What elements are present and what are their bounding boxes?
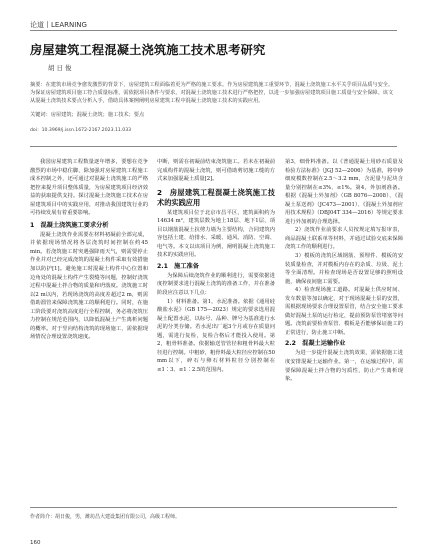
- item-3-paragraph: 3）模板的浇筑区域钢筋、预埋件、模板的安装质量检查，并对模板内存在的杂质、垃圾、泥土等全面清理。并检查现场是否设置足够的照明设施，确保夜间施工需要。: [285, 253, 403, 285]
- column-1: [30, 158, 148, 342]
- project-paragraph: 某建筑项目位于北京市昌平区，建筑面积约为14634 m²，建筑层数为地上18层、地下1层，项目以钢筋混凝土抗剪力墙为主要结构，合同建筑内容包括土建、给排水、采暖、通风、消防、空调、电气等。本文以该项目为例，阐明混凝土浇筑施工技术的实践应用。: [157, 209, 275, 259]
- author-note: 作者简介：胡日俊，男，潍坊昌大建设集团有限公司，高级工程师。: [30, 514, 181, 520]
- footer-rule: [30, 507, 397, 508]
- section-1-paragraph: 混凝土浇筑作业需要在材料初凝前全部完成，并依据现场情况将各层浇筑时间控制在约45 min。若浇筑施工时突遇强降雨天气，则需要停止作业并对已经完成浇筑的混凝土构件采取有效措施加以防护[1]。避免施工时混凝土构件中心位置和边角处的混凝土构件产生裂缝等问题，控制好浇筑过程中混凝土拌合物的质量和坍落度。浇筑施工时以2 m以内，若现场浇筑的高度差超过2 m，则需借助溜管来保障浇筑施工的顺利进行。同时，在施工阶段要对浇筑高度进行全程控制，务必将浇筑压力控制在规范范围内，以降低混凝土产生离析问题的概率。对于竖向结构浇筑的现场施工，需依据现场情况合理设置浇筑速度。: [30, 231, 148, 341]
- column-2-continuation: 中断，则需在初凝前结束浇筑施工。若未在初凝前完成构件的混凝土浇筑，则可借助剪切施工缝的方式来加强混凝土质量[2]。: [157, 159, 275, 183]
- page-number: 160: [30, 540, 41, 546]
- section-header: 论道丨LEARNING: [30, 21, 87, 29]
- transport-paragraph: 为进一步提升混凝土浇筑效果，需依据施工进度安排混凝土运输作业。第一，在运输过程中，需要保障混凝土拌合物的匀质性，防止产生离析现象。: [285, 350, 403, 383]
- column-3: [285, 158, 403, 384]
- item-2-paragraph: 2）浇筑作业前要求人员按规定填写报审表，商品混凝土联系单等材料，并通过试验交底来保障浇筑工作的顺利进行。: [285, 227, 403, 251]
- column-2: [157, 158, 275, 374]
- preparation-paragraph: 为保障后续浇筑作业的顺利进行，需要依据进度控制要求进行混凝土浇筑的准备工作，并在准备阶段应注意以下几点：: [157, 272, 275, 297]
- article-author: 胡日俊: [48, 64, 74, 72]
- keywords: 关键词：房屋建筑；混凝土浇筑；施工技术；要点: [30, 112, 145, 118]
- header-rule: [30, 30, 397, 31]
- abstract-rule: [30, 146, 397, 147]
- subsection-heading-2-1: 2.1 施工准备: [157, 262, 199, 270]
- abstract: [30, 81, 397, 106]
- intro-paragraph: 我国房屋建筑工程数量逐年增多，要想在竞争激烈的市场中稳住脚，除加强对房屋建筑工程施工成本控制之外，还可通过对混凝土浇筑施工的严格把控来提升项目整体质量，为房屋建筑项目经济效益的获取提供支持。探讨混凝土浇筑施工技术在房屋建筑项目中的实践应用，对推动我国建筑行业的可持续发展有着重要影响。: [30, 159, 148, 217]
- item-4-paragraph: 4）检查现场施工道路。对混凝土供应时间、发车数量等加以确定，对于现场混凝土泵的安置，需根据现场要求合理设置泵管，结合安全施工要求做好混凝土泵的运行检定，提前预防泵管堵塞等问题。浇筑前要检查泵管、模板是否能够保证施工的正常进行，防止施工中断。: [285, 287, 403, 336]
- section-heading-1: 1 混凝土浇筑施工要求分析: [30, 221, 109, 229]
- materials-paragraph: 1）材料准备。第1，水泥准备。依据《通用硅酸盐水泥》（GB 175—2023）规定的要求选用混凝土配置水泥，以标号、品种、牌号为基准进行水泥的分类存储。若水泥出厂超3个月或存在质量问题，需进行复检，复检合格后才能投入使用。第2，粗骨料准备。依据输送管管径和粗骨料最大粒径进行控制。中粗砂，粗骨料最大粒径应控制在50 mm以下，碎石与卵石材料粒径分别控制在≤1∶3、≤1∶2.5的范围内。: [157, 298, 275, 373]
- abstract-text: 摘要：在建筑市场竞争愈发激烈的背景下，房屋建筑工程面临着更为严格的施工要求。作为房屋建筑施工重要环节，混凝土浇筑施工水平关乎项目品质与安全。为保证房屋建筑项目施工符合质量标准，需依据项目条件与要求，对混凝土浇筑施工技术进行严格把控，以进一步加强房屋建筑项目施工质量与安全保障。该文从混凝土浇筑技术要点分析入手，借助具体案例阐明房屋建筑工程中混凝土浇筑施工技术的实践应用。: [30, 82, 394, 105]
- subsection-heading-2-2: 2.2 混凝土运输作业: [285, 340, 346, 348]
- article-title: 房屋建筑工程混凝土浇筑施工技术思考研究: [30, 43, 266, 57]
- column-3-continuation: 第3，细骨料准备。以《普通混凝土用砂石质量及检验方法标准》（JGJ 52—2006）为基准，将中砂细度模数控制在2.5～3.2 mm，含泥量与泥块含量分别控制在≤3%、≤1%。第4，外加剂准备。根据《混凝土外加剂》（GB 8076—2008）、《混凝土泵送剂》（JC473—2001）、《混凝土外加剂应用技术规程》（DBJ04T 334—2016）等规定要求进行外加剂的合理选择。: [285, 159, 403, 225]
- doi: doi：10.3969/j.issn.1672-2167.2023.11.033: [30, 128, 132, 133]
- section-heading-2: 2 房屋建筑工程混凝土浇筑施工技术的实践应用: [157, 187, 275, 208]
